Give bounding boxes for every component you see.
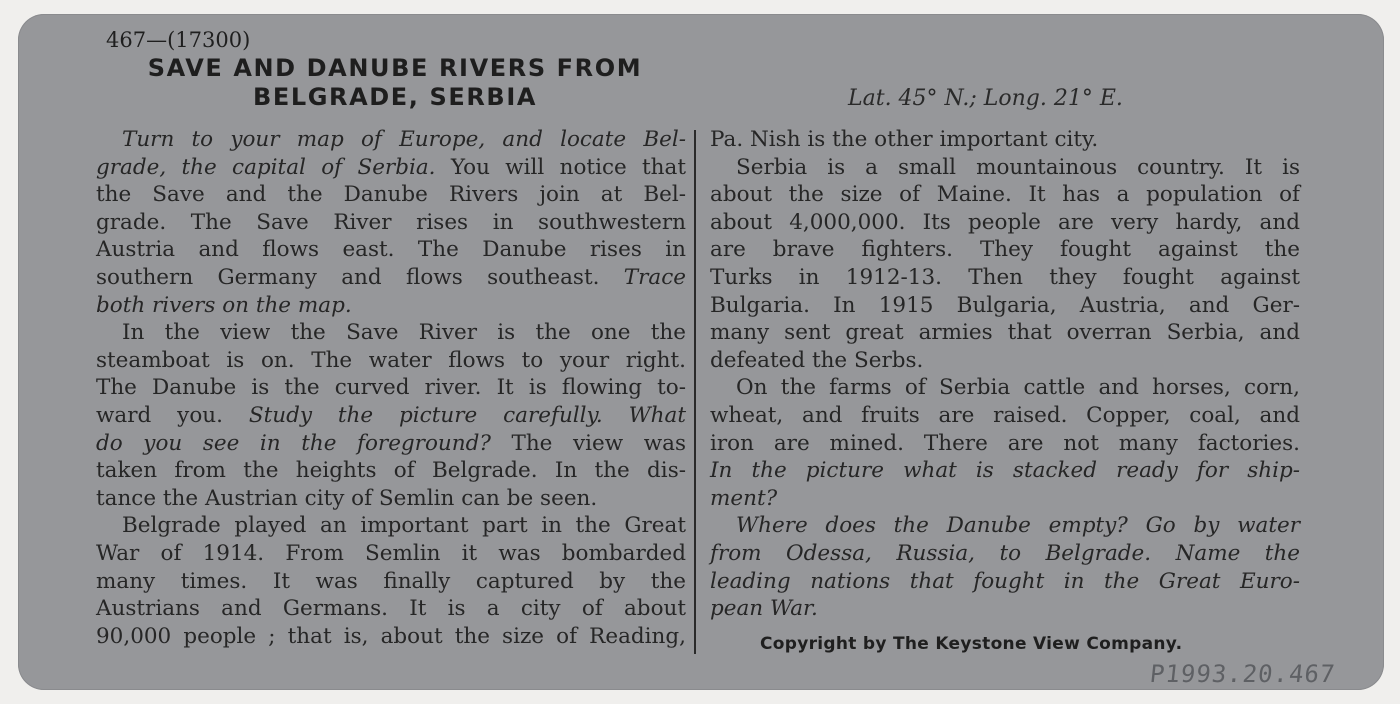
text-line	[96, 402, 686, 430]
text-line	[710, 485, 1300, 513]
text-line	[96, 154, 686, 182]
text-segment: The view was	[490, 430, 686, 456]
italic-text: Trace	[599, 264, 686, 290]
text-segment: many sent great armies that overran Serbia, and	[710, 320, 1300, 346]
italic-text: pean War.	[710, 596, 818, 622]
text-line	[710, 154, 1300, 182]
text-line	[96, 347, 686, 375]
text-line	[96, 595, 686, 623]
text-segment: War of 1914. From Semlin it was bombarded	[96, 540, 686, 566]
title-line-1: SAVE AND DANUBE RIVERS FROM	[147, 54, 643, 82]
italic-text: In the picture what is stacked ready for ship-	[710, 458, 1300, 484]
text-line	[710, 595, 1300, 623]
column-divider	[694, 130, 696, 654]
italic-text: grade, the capital of Serbia.	[96, 154, 436, 180]
text-line	[96, 512, 686, 540]
text-segment: On the farms of Serbia cattle and horses, corn,	[736, 375, 1300, 401]
text-segment: many times. It was finally captured by the	[96, 568, 686, 594]
text-segment: tance the Austrian city of Semlin can be seen.	[96, 485, 598, 511]
text-segment: You will notice that	[435, 154, 686, 180]
text-line	[710, 540, 1300, 568]
text-line	[710, 236, 1300, 264]
italic-text: leading nations that fought in the Great Euro-	[710, 568, 1300, 594]
text-segment: Austria and flows east. The Danube rises in	[96, 237, 686, 263]
text-line	[710, 512, 1300, 540]
text-line	[96, 485, 686, 513]
text-segment: Pa. Nish is the other important city.	[710, 127, 1099, 152]
text-segment: wheat, and fruits are raised. Copper, coal, and	[710, 402, 1300, 428]
text-line	[710, 402, 1300, 430]
text-segment: Serbia is a small mountainous country. It is	[736, 154, 1300, 180]
text-segment: grade. The Save River rises in southwestern	[96, 209, 686, 235]
italic-text: from Odessa, Russia, to Belgrade. Name the	[710, 540, 1300, 566]
text-segment: ward you.	[96, 402, 223, 428]
text-line	[96, 264, 686, 292]
italic-text: both rivers on the map.	[96, 292, 352, 318]
text-line	[710, 181, 1300, 209]
text-segment: 90,000 people ; that is, about the size of Reading,	[96, 623, 686, 649]
text-line	[710, 264, 1300, 292]
text-line	[710, 347, 1300, 375]
text-segment: Austrians and Germans. It is a city of about	[96, 596, 686, 622]
text-line	[96, 623, 686, 651]
text-segment: Belgrade played an important part in the Great	[122, 513, 686, 539]
italic-text: do you see in the foreground?	[96, 430, 491, 456]
left-text-column	[96, 126, 686, 650]
text-line	[710, 457, 1300, 485]
text-line	[96, 181, 686, 209]
text-segment: are brave fighters. They fought against the	[710, 237, 1300, 263]
text-segment: southern Germany and flows southeast.	[96, 264, 600, 290]
text-segment: about the size of Maine. It has a population of	[710, 182, 1300, 208]
copyright-notice: Copyright by The Keystone View Company.	[760, 634, 1183, 654]
card-title	[90, 54, 700, 112]
coordinates: Lat. 45° N.; Long. 21° E.	[848, 86, 1123, 111]
text-line	[710, 209, 1300, 237]
text-line	[710, 374, 1300, 402]
text-segment: the Save and the Danube Rivers join at Bel-	[96, 182, 686, 208]
text-segment: defeated the Serbs.	[710, 347, 924, 373]
text-line	[96, 568, 686, 596]
text-line	[96, 319, 686, 347]
card-number: 467—(17300)	[106, 28, 251, 52]
italic-text: Study the picture carefully. What	[222, 402, 686, 428]
text-line	[96, 292, 686, 320]
text-line	[96, 540, 686, 568]
text-segment: Bulgaria. In 1915 Bulgaria, Austria, and Ger-	[710, 292, 1300, 318]
text-line	[96, 374, 686, 402]
text-segment: The Danube is the curved river. It is flowing to-	[96, 375, 686, 401]
text-line	[96, 457, 686, 485]
right-text-column	[710, 126, 1300, 623]
text-line	[710, 126, 1300, 154]
text-segment: iron are mined. There are not many factories.	[710, 430, 1300, 456]
text-line	[710, 430, 1300, 458]
text-segment: steamboat is on. The water flows to your right.	[96, 347, 686, 373]
text-line	[96, 209, 686, 237]
text-line	[710, 319, 1300, 347]
text-line	[96, 430, 686, 458]
text-line	[710, 292, 1300, 320]
text-segment: Turks in 1912-13. Then they fought against	[710, 264, 1300, 290]
italic-text: Turn to your map of Europe, and locate Bel-	[122, 127, 686, 152]
accession-number: P1993.20.467	[1148, 660, 1337, 688]
text-segment: taken from the heights of Belgrade. In the dis-	[96, 458, 686, 484]
text-line	[710, 568, 1300, 596]
text-segment: In the view the Save River is the one the	[122, 320, 686, 346]
italic-text: ment?	[710, 485, 778, 511]
text-line	[96, 236, 686, 264]
italic-text: Where does the Danube empty? Go by water	[736, 513, 1300, 539]
title-line-2: BELGRADE, SERBIA	[252, 83, 538, 111]
text-line	[96, 126, 686, 154]
text-segment: about 4,000,000. Its people are very hardy, and	[710, 209, 1300, 235]
